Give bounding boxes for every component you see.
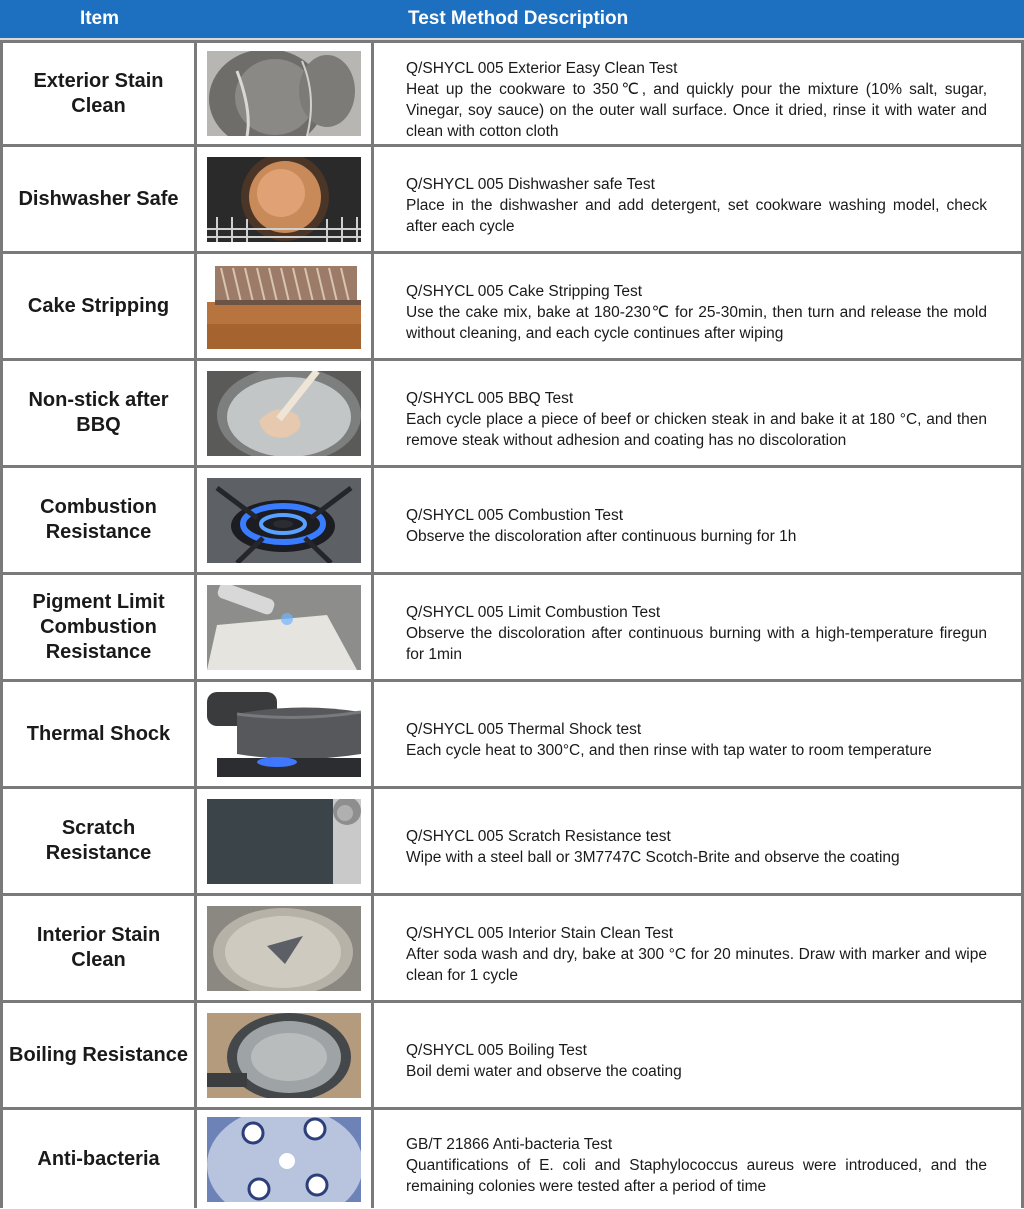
- test-description: Heat up the cookware to 350℃, and quickly pour the mixture (10% salt, sugar, Vinegar, soy sauce) on the outer wall surface. Once it dried, rinse it with water and clean with cotton cloth: [406, 80, 987, 140]
- cake-mold-photo: [207, 264, 361, 349]
- header-item: Item: [79, 8, 120, 29]
- table-row: [3, 147, 1021, 254]
- item-name: Thermal Shock: [3, 682, 197, 786]
- test-standard: GB/T 21866 Anti-bacteria Test: [406, 1135, 613, 1153]
- item-name: Non-stick after BBQ: [3, 361, 197, 465]
- test-description: Use the cake mix, bake at 180-230℃ for 25-30min, then turn and release the mold without cleaning, and each cycle continues after wiping: [406, 303, 987, 342]
- table-row: [3, 40, 1021, 147]
- test-standard: Q/SHYCL 005 Thermal Shock test: [406, 721, 642, 738]
- test-standard: Q/SHYCL 005 Combustion Test: [406, 507, 624, 524]
- test-description: After soda wash and dry, bake at 300 °C for 20 minutes. Draw with marker and wipe clean for 1 cycle: [406, 945, 987, 984]
- table-row: [3, 361, 1021, 468]
- test-standard: Q/SHYCL 005 Exterior Easy Clean Test: [406, 59, 678, 77]
- test-standard: Q/SHYCL 005 BBQ Test: [406, 389, 574, 407]
- header-description: Test Method Description: [408, 8, 629, 29]
- pot-exterior-photo: [207, 51, 361, 136]
- item-name: Exterior Stain Clean: [3, 43, 197, 144]
- test-description: Each cycle place a piece of beef or chicken steak in and bake it at 180 °C, and then remove steak without adhesion and coating has no discoloration: [406, 410, 987, 449]
- item-name: Cake Stripping: [3, 254, 197, 358]
- table-row: [3, 468, 1021, 575]
- table-row: [3, 1110, 1021, 1208]
- item-name: Interior Stain Clean: [3, 896, 197, 1000]
- table-row: [3, 575, 1021, 682]
- boiling-pan-photo: [207, 1013, 361, 1098]
- bbq-steak-photo: [207, 371, 361, 456]
- test-description: Boil demi water and observe the coating: [406, 1063, 682, 1080]
- table-row: [3, 682, 1021, 789]
- test-standard: Q/SHYCL 005 Scratch Resistance test: [406, 828, 671, 845]
- pan-marker-photo: [207, 906, 361, 991]
- table-row: [3, 789, 1021, 896]
- dishwasher-pan-photo: [207, 157, 361, 242]
- test-standard: Q/SHYCL 005 Limit Combustion Test: [406, 603, 661, 621]
- firegun-panel-photo: [207, 585, 361, 670]
- gas-burner-photo: [207, 478, 361, 563]
- test-description: Each cycle heat to 300°C, and then rinse with tap water to room temperature: [406, 742, 932, 759]
- test-description: Observe the discoloration after continuous burning with a high-temperature firegun for 1min: [406, 624, 987, 663]
- test-standard: Q/SHYCL 005 Dishwasher safe Test: [406, 175, 655, 193]
- test-standard: Q/SHYCL 005 Cake Stripping Test: [406, 282, 643, 300]
- table-row: [3, 254, 1021, 361]
- table-body: [0, 40, 1024, 1208]
- item-name: Boiling Resistance: [3, 1003, 197, 1107]
- petri-dish-photo: [207, 1117, 361, 1202]
- test-standard: Q/SHYCL 005 Boiling Test: [406, 1042, 587, 1059]
- test-description: Observe the discoloration after continuous burning for 1h: [406, 528, 797, 545]
- table-row: [3, 1003, 1021, 1110]
- item-name: Combustion Resistance: [3, 468, 197, 572]
- pan-on-stove-photo: [207, 692, 361, 777]
- test-description: Wipe with a steel ball or 3M7747C Scotch-Brite and observe the coating: [406, 849, 900, 866]
- item-name: Scratch Resistance: [3, 789, 197, 893]
- test-description: Quantifications of E. coli and Staphylococcus aureus were introduced, and the remaining colonies were tested after a period of time: [406, 1156, 987, 1195]
- item-name: Pigment Limit Combustion Resistance: [3, 575, 197, 679]
- item-name: Anti-bacteria: [3, 1110, 197, 1208]
- table-row: [3, 896, 1021, 1003]
- test-standard: Q/SHYCL 005 Interior Stain Clean Test: [406, 924, 674, 942]
- table-header: [0, 0, 1024, 40]
- coated-panel-photo: [207, 799, 361, 884]
- item-name: Dishwasher Safe: [3, 147, 197, 251]
- test-description: Place in the dishwasher and add detergent, set cookware washing model, check after each cycle: [406, 196, 987, 235]
